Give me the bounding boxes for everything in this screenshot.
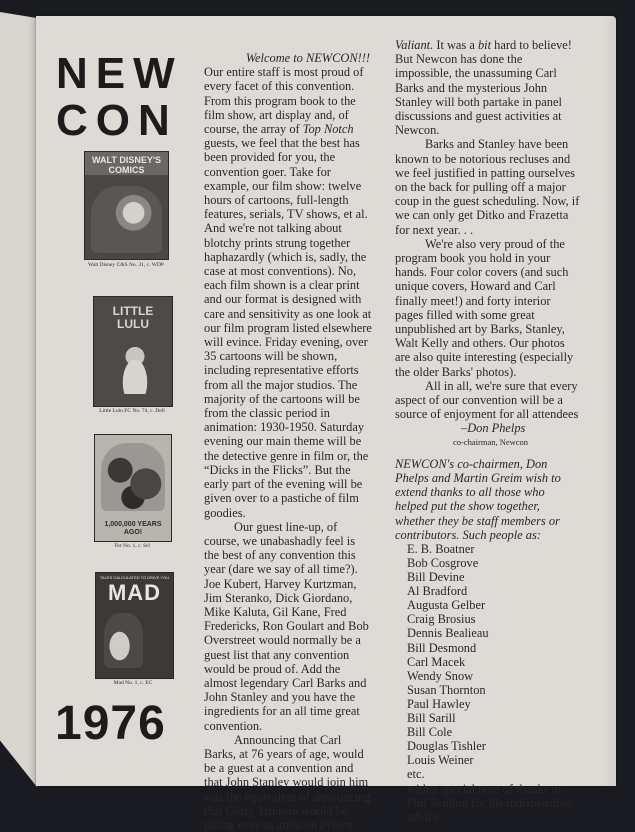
title-newcon-line1: NEW bbox=[56, 49, 183, 98]
little-lulu-illustration bbox=[116, 347, 154, 394]
list-item: Bill Sarill bbox=[407, 711, 456, 726]
mad-illustration bbox=[104, 613, 143, 668]
cover-caption: Walt Disney C&S No. 31, c. WDP bbox=[88, 262, 164, 268]
paragraph-barks-announcement-cont: Valiant. It was a bit hard to believe! But Newcon has done the impossible, the unassuming Carl Barks and the mysterious John Stanley will both partake in panel discussions and guest activities at Newcon. bbox=[395, 38, 572, 138]
cover-masthead: MAD bbox=[107, 580, 162, 605]
tor-illustration bbox=[101, 443, 165, 511]
cover-caption: Tor No. 1, c. StJ bbox=[114, 543, 150, 549]
list-item: Bill Cole bbox=[407, 725, 453, 740]
closing-note: with a special note of thanks to Phil Seuling for his indispensible advice. bbox=[407, 781, 572, 824]
cover-masthead: LITTLE LULU bbox=[112, 304, 154, 331]
welcome-article-column-1 bbox=[204, 51, 372, 832]
list-item: etc. bbox=[407, 767, 425, 782]
donald-duck-illustration bbox=[91, 186, 162, 253]
list-item: Wendy Snow bbox=[407, 668, 474, 683]
paragraph-program-book: We're also very proud of the program book you hold in your hands. Four color covers (and such unique covers, Howard and Carl finally meet!) and forty interior pages filled with some great unpublished art by Barks, Stanley, Walt Kelly and others. Our photos are also quite interesting (especially the older Barks' photos). bbox=[395, 236, 574, 379]
cover-little-lulu bbox=[93, 296, 173, 407]
list-item: Susan Thornton bbox=[407, 682, 486, 697]
list-item: Bob Cosgrove bbox=[407, 556, 479, 570]
cover-walt-disneys-comics bbox=[84, 151, 169, 260]
list-item: Bill Devine bbox=[407, 570, 465, 585]
cover-masthead: 1,000,000 YEARS AGO! bbox=[104, 521, 162, 536]
welcome-heading: Welcome to NEWCON!!! bbox=[245, 51, 370, 65]
title-newcon-line2: CON bbox=[56, 96, 178, 145]
cover-caption: Mad No. 1, c. EC bbox=[113, 680, 153, 686]
paragraph-guest-lineup: Our guest line-up, of course, we unabashadly feel is the best of any convention this year (dare we say of all time?). Joe Kubert, Harvey Kurtzman, Jim Steranko, Dick Giordano, Mike Kaluta, Gil Kane, Fred Fredericks, Ron Goulart and Bob Overstreet would normally be a guest list that any convention would be proud of. Add the almost legendary Carl Barks and John Stanley and you have the ingredients for an all time great convention. bbox=[204, 519, 369, 733]
cover-caption: Little Lulu FC No. 74, c. Dell bbox=[99, 408, 165, 414]
list-item: Carl Macek bbox=[407, 654, 466, 669]
paragraph-closing: All in all, we're sure that every aspect of our convention will be a source of enjoyment for all attendees bbox=[395, 378, 579, 422]
list-item: Douglas Tishler bbox=[407, 739, 486, 754]
list-item: Augusta Gelber bbox=[407, 598, 486, 613]
list-item: E. B. Boatner bbox=[407, 541, 475, 556]
list-item: Paul Hawley bbox=[407, 696, 471, 711]
cover-tor bbox=[94, 434, 172, 542]
staff-names-list bbox=[395, 542, 580, 824]
list-item: Al Bradford bbox=[407, 584, 468, 599]
thanks-paragraph: NEWCON's co-chairmen, Don Phelps and Martin Greim wish to extend thanks to all those who helped put the show together, whether they be staff members or contributors. Such people as: bbox=[395, 456, 561, 542]
cover-tagline: TALES CALCULATED TO DRIVE YOU bbox=[99, 575, 170, 580]
facing-page-edge bbox=[0, 12, 37, 787]
list-item: Craig Brosius bbox=[407, 612, 476, 627]
signature-title: co-chairman, Newcon bbox=[453, 436, 529, 447]
signature: –Don Phelps bbox=[461, 421, 526, 436]
title-year: 1976 bbox=[55, 697, 166, 750]
paragraph-recluses: Barks and Stanley have been known to be notorious recluses and we feel justified in patting ourselves on the back for pulling off a major coup in the guest scheduling. Now, if we can only get Ditko and Frazetta for next year. . . bbox=[395, 137, 580, 237]
cover-mad bbox=[95, 572, 174, 679]
list-item: Bill Desmond bbox=[407, 640, 477, 655]
cover-masthead: WALT DISNEY'S COMICS bbox=[85, 152, 168, 175]
program-book-page bbox=[36, 16, 616, 832]
paragraph-barks-announcement: Announcing that Carl Barks, at 76 years of age, would be a guest at a convention and that John Stanley would join him was the equivalent of announcing that Garry Trudeau would be taking over as artist on Prince bbox=[204, 732, 371, 832]
list-item: Louis Weiner bbox=[407, 753, 474, 768]
welcome-article-column-2 bbox=[395, 38, 580, 824]
paragraph-film-show: Our entire staff is most proud of every facet of this convention. From this program book to the film show, art display and, of course, the array of Top Notch guests, we feel that the best has been provided for you, the convention goer. Take for example, our film show: twelve hours of cartoons, full-length features, serials, TV shows, et al. And we're not talking about blotchy prints strung together haphazardly (which is, sadly, the case at most conventions). No, each film shown is a clear print and our format is designed with care and sensitivity as one look at our film program listed elsewhere will evince. Friday evening, over 35 cartoons will be shown, including representative efforts from all the major studios. The majority of the cartoons will be from the classic period in animation: 1930-1950. Saturday evening our main theme will be the detective genre in film or, the “Dicks in the Flicks”. But the early part of the evening will be given over to a pastiche of film goodies. bbox=[204, 65, 372, 520]
list-item: Dennis Bealieau bbox=[407, 626, 489, 641]
